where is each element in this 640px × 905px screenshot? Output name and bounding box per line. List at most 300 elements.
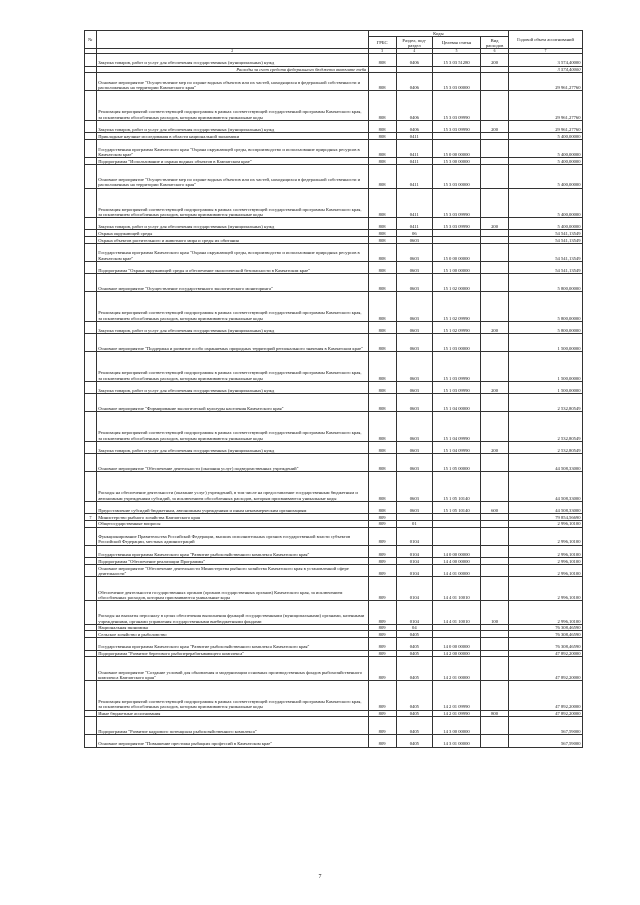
table-row [85, 334, 583, 352]
table-row [85, 274, 583, 292]
row-name: Основное мероприятие "Обеспечение деятельности Министерства рыбного хозяйства Камчатского края в установленной сфере деятельности" [96, 564, 368, 576]
row-amount: 47 892,20000 [509, 657, 583, 681]
row-grbs: 808 [368, 139, 396, 157]
row-number [85, 600, 97, 624]
table-row [85, 681, 583, 711]
row-name: Закупка товаров, работ и услуг для обеспечения государственных (муниципальных) нужд [96, 218, 368, 230]
header-grbs: ГРБС [368, 37, 396, 49]
row-target-article [432, 230, 480, 237]
row-grbs: 808 [368, 120, 396, 132]
row-target-article [432, 237, 480, 244]
budget-table [84, 30, 583, 748]
row-name: Реализация мероприятий соответствующей подпрограммы в рамках соответствующей государственной программы Камчатского края, за исключением обособленных расходов, которым присваиваются уникальные коды [96, 352, 368, 382]
row-expense-type [481, 545, 509, 557]
row-name: Основное мероприятие "Осуществление мер по охране водных объектов или их частей, находящихся в федеральной собственности и расположенных на территории Камчатского края" [96, 73, 368, 91]
row-name: Основное мероприятие "Осуществление мер по охране водных объектов или их частей, находящихся в федеральной собственности и расположенных на территории Камчатского края" [96, 164, 368, 188]
row-amount: 29 961,27760 [509, 120, 583, 132]
row-expense-type: 600 [481, 501, 509, 513]
row-expense-type [481, 66, 509, 73]
row-amount: 5 400,00000 [509, 158, 583, 165]
row-number: 7 [85, 514, 97, 521]
row-name: Иные бюджетные ассигнования [96, 710, 368, 717]
row-expense-type: 200 [481, 54, 509, 66]
row-expense-type [481, 454, 509, 472]
row-number [85, 352, 97, 382]
row-amount: 5 400,00000 [509, 188, 583, 218]
row-grbs: 809 [368, 564, 396, 576]
row-section: 0405 [396, 681, 432, 711]
row-amount: 1 500,00000 [509, 334, 583, 352]
row-number [85, 334, 97, 352]
header-name [96, 31, 368, 49]
row-number [85, 292, 97, 322]
row-section: 0603 [396, 381, 432, 393]
row-grbs: 808 [368, 501, 396, 513]
row-number [85, 558, 97, 565]
table-row [85, 243, 583, 261]
row-amount: 567,59000 [509, 717, 583, 735]
table-row [85, 230, 583, 237]
table-row [85, 631, 583, 638]
row-amount: 47 892,20000 [509, 710, 583, 717]
row-grbs: 809 [368, 657, 396, 681]
row-number [85, 139, 97, 157]
table-row [85, 501, 583, 513]
row-grbs: 808 [368, 158, 396, 165]
row-target-article: 15 3 03 09990 [432, 218, 480, 230]
row-amount: 1 500,00000 [509, 381, 583, 393]
row-number [85, 650, 97, 657]
row-section: 0405 [396, 631, 432, 638]
row-grbs: 808 [368, 261, 396, 273]
row-name: Расходы на выплаты персоналу в целях обеспечения выполнения функций государственными (муниципальными) органами, казенными учреждениями, органами управления государственными внебюджетными фондами [96, 600, 368, 624]
row-number [85, 735, 97, 747]
row-target-article [432, 133, 480, 140]
row-amount: 2 532,80549 [509, 394, 583, 412]
row-section: 0603 [396, 237, 432, 244]
row-expense-type [481, 158, 509, 165]
row-section [396, 514, 432, 521]
row-name: Сельское хозяйство и рыболовство [96, 631, 368, 638]
row-target-article: 15 3 03 09990 [432, 91, 480, 121]
row-number [85, 638, 97, 650]
table-row [85, 158, 583, 165]
row-amount: 5 400,00000 [509, 139, 583, 157]
row-expense-type [481, 164, 509, 188]
row-grbs: 808 [368, 472, 396, 502]
row-number [85, 681, 97, 711]
row-target-article: 15 1 05 10140 [432, 472, 480, 502]
row-number [85, 717, 97, 735]
row-amount: 54 541,13549 [509, 237, 583, 244]
table-row [85, 91, 583, 121]
row-number [85, 527, 97, 545]
row-amount: 2 996,10100 [509, 527, 583, 545]
row-number [85, 545, 97, 557]
row-name: Подпрограмма "Обеспечение реализации Программы" [96, 558, 368, 565]
row-target-article: 14 4 01 10010 [432, 577, 480, 601]
row-name: Подпрограмма "Охрана окружающей среды и обеспечение экологической безопасности в Камчатском крае" [96, 261, 368, 273]
header-rz: Раздел, под- раздел [396, 37, 432, 49]
row-section: 0411 [396, 133, 432, 140]
row-grbs: 808 [368, 274, 396, 292]
row-expense-type: 200 [481, 120, 509, 132]
row-amount: 54 541,13549 [509, 261, 583, 273]
row-name: Закупка товаров, работ и услуг для обеспечения государственных (муниципальных) нужд [96, 54, 368, 66]
row-section: 0411 [396, 139, 432, 157]
column-number: 4 [396, 49, 432, 54]
row-target-article: 14 0 00 00000 [432, 545, 480, 557]
row-grbs: 808 [368, 381, 396, 393]
row-grbs: 808 [368, 454, 396, 472]
row-name: Основное мероприятие "Создание условий для обновления и модернизации основных производственных фондов рыбохозяйственного комплекса Камчатского края" [96, 657, 368, 681]
row-amount: 76 308,46590 [509, 631, 583, 638]
table-row [85, 717, 583, 735]
table-row [85, 472, 583, 502]
row-number [85, 218, 97, 230]
row-expense-type [481, 274, 509, 292]
row-section: 0603 [396, 352, 432, 382]
row-amount: 2 532,80549 [509, 441, 583, 453]
table-row [85, 710, 583, 717]
row-expense-type [481, 243, 509, 261]
row-expense-type [481, 577, 509, 601]
row-amount: 3 574,40000 [509, 54, 583, 66]
row-target-article: 15 1 03 09990 [432, 352, 480, 382]
row-amount: 44 508,33000 [509, 501, 583, 513]
row-expense-type: 200 [481, 321, 509, 333]
row-name: Государственная программа Камчатского края "Охрана окружающей среды, воспроизводство и использование природных ресурсов в Камчатском крае" [96, 243, 368, 261]
row-grbs: 808 [368, 188, 396, 218]
table-row [85, 650, 583, 657]
row-target-article: 15 1 02 09990 [432, 292, 480, 322]
table-row [85, 237, 583, 244]
row-target-article: 15 1 05 00000 [432, 454, 480, 472]
table-row [85, 441, 583, 453]
row-expense-type [481, 564, 509, 576]
row-amount: 2 532,80549 [509, 412, 583, 442]
row-target-article: 14 2 00 00000 [432, 650, 480, 657]
row-grbs: 809 [368, 527, 396, 545]
row-expense-type [481, 133, 509, 140]
row-amount: 47 892,20000 [509, 681, 583, 711]
table-row [85, 657, 583, 681]
row-amount: 5 400,00000 [509, 164, 583, 188]
table-row [85, 638, 583, 650]
row-section: 0411 [396, 158, 432, 165]
row-amount: 54 541,13549 [509, 230, 583, 237]
row-amount: 76 308,46590 [509, 638, 583, 650]
row-number [85, 164, 97, 188]
table-row [85, 66, 583, 73]
table-header [85, 31, 583, 54]
table-row [85, 164, 583, 188]
row-name: Основное мероприятие "Осуществление государственного экологического мониторинга" [96, 274, 368, 292]
row-target-article: 15 3 03 00000 [432, 73, 480, 91]
row-amount: 54 541,13549 [509, 243, 583, 261]
table-row [85, 600, 583, 624]
row-grbs: 808 [368, 218, 396, 230]
row-name: Прикладные научные исследования в области национальной экономики [96, 133, 368, 140]
row-target-article: 15 3 03 09990 [432, 120, 480, 132]
row-name: Министерство рыбного хозяйства Камчатского края [96, 514, 368, 521]
row-grbs: 809 [368, 577, 396, 601]
row-number [85, 394, 97, 412]
row-expense-type: 200 [481, 441, 509, 453]
row-expense-type: 200 [481, 218, 509, 230]
table-row [85, 139, 583, 157]
table-row [85, 133, 583, 140]
row-number [85, 631, 97, 638]
row-grbs: 808 [368, 292, 396, 322]
row-amount: 2 996,10100 [509, 577, 583, 601]
row-name: Охрана окружающей среды [96, 230, 368, 237]
row-grbs: 808 [368, 164, 396, 188]
header-cs: Целевая статья [432, 37, 480, 49]
table-row [85, 527, 583, 545]
row-number [85, 710, 97, 717]
table-row [85, 261, 583, 273]
row-number [85, 381, 97, 393]
row-grbs: 808 [368, 91, 396, 121]
row-expense-type [481, 91, 509, 121]
row-target-article: 15 0 00 00000 [432, 243, 480, 261]
row-expense-type [481, 472, 509, 502]
row-amount: 44 508,33000 [509, 472, 583, 502]
row-number [85, 66, 97, 73]
row-number [85, 73, 97, 91]
row-amount: 2 996,10100 [509, 564, 583, 576]
row-name: Закупка товаров, работ и услуг для обеспечения государственных (муниципальных) нужд [96, 441, 368, 453]
row-target-article: 14 3 01 00000 [432, 735, 480, 747]
row-section: 0411 [396, 218, 432, 230]
row-section: 0603 [396, 412, 432, 442]
table-row [85, 394, 583, 412]
row-target-article: 15 1 03 00000 [432, 334, 480, 352]
row-grbs: 809 [368, 558, 396, 565]
row-section: 0603 [396, 472, 432, 502]
row-grbs: 808 [368, 334, 396, 352]
row-name: Общегосударственные вопросы [96, 520, 368, 527]
row-section: 0405 [396, 717, 432, 735]
row-amount: 1 500,00000 [509, 352, 583, 382]
row-name: Государственная программа Камчатского края "Развитие рыбохозяйственного комплекса Камчатского края" [96, 545, 368, 557]
row-expense-type [481, 230, 509, 237]
row-number [85, 188, 97, 218]
row-grbs: 809 [368, 600, 396, 624]
column-number: 7 [509, 49, 583, 54]
row-number [85, 54, 97, 66]
row-target-article: 14 2 01 09990 [432, 681, 480, 711]
row-grbs: 808 [368, 54, 396, 66]
table-row [85, 218, 583, 230]
row-number [85, 261, 97, 273]
row-expense-type [481, 412, 509, 442]
row-number [85, 441, 97, 453]
row-target-article: 15 1 00 00000 [432, 261, 480, 273]
row-target-article: 14 2 01 09990 [432, 710, 480, 717]
row-name: Основное мероприятие "Формирование экологической культуры населения Камчатского края" [96, 394, 368, 412]
row-number [85, 564, 97, 576]
row-section: 0603 [396, 292, 432, 322]
row-section [396, 66, 432, 73]
row-expense-type [481, 631, 509, 638]
row-name: Реализация мероприятий соответствующей подпрограммы в рамках соответствующей государственной программы Камчатского края, за исключением обособленных расходов, которым присваиваются уникальные коды [96, 188, 368, 218]
row-expense-type [481, 657, 509, 681]
table-row [85, 520, 583, 527]
row-name: Основное мероприятие "Обеспечение деятельности (оказания услуг) подведомственных учреждений" [96, 454, 368, 472]
row-amount: 567,59000 [509, 735, 583, 747]
row-grbs: 809 [368, 638, 396, 650]
row-grbs: 809 [368, 650, 396, 657]
row-section: 0411 [396, 164, 432, 188]
row-target-article [432, 514, 480, 521]
row-expense-type [481, 237, 509, 244]
row-grbs [368, 66, 396, 73]
row-name: Государственная программа Камчатского края "Развитие рыбохозяйственного комплекса Камчатского края" [96, 638, 368, 650]
row-section: 0405 [396, 638, 432, 650]
table-row [85, 735, 583, 747]
row-target-article: 14 0 00 00000 [432, 638, 480, 650]
row-grbs: 808 [368, 237, 396, 244]
header-codes-group: Коды [368, 31, 509, 37]
row-amount: 47 892,20000 [509, 650, 583, 657]
row-expense-type: 800 [481, 710, 509, 717]
row-section: 0405 [396, 650, 432, 657]
row-section: 0406 [396, 54, 432, 66]
header-no: № [85, 31, 97, 49]
row-target-article [432, 66, 480, 73]
row-section: 0603 [396, 454, 432, 472]
row-number [85, 230, 97, 237]
row-section: 0411 [396, 188, 432, 218]
row-amount: 3 574,40000 [509, 66, 583, 73]
row-target-article: 15 1 04 00000 [432, 394, 480, 412]
row-target-article [432, 520, 480, 527]
row-target-article: 15 1 04 09990 [432, 412, 480, 442]
row-amount: 29 961,27760 [509, 91, 583, 121]
row-grbs: 808 [368, 133, 396, 140]
row-expense-type [481, 334, 509, 352]
column-number: 5 [432, 49, 480, 54]
row-target-article [432, 631, 480, 638]
row-name: Реализация мероприятий соответствующей подпрограммы в рамках соответствующей государственной программы Камчатского края, за исключением обособленных расходов, которым присваиваются уникальные коды [96, 681, 368, 711]
row-grbs: 809 [368, 624, 396, 631]
row-section: 0603 [396, 321, 432, 333]
row-target-article: 14 3 00 00000 [432, 717, 480, 735]
row-expense-type [481, 139, 509, 157]
row-amount: 5 800,00000 [509, 274, 583, 292]
row-number [85, 120, 97, 132]
row-target-article [432, 624, 480, 631]
row-target-article: 15 0 00 00000 [432, 139, 480, 157]
row-grbs: 809 [368, 514, 396, 521]
row-amount: 5 400,00000 [509, 133, 583, 140]
row-amount: 2 996,10100 [509, 600, 583, 624]
row-name: Функционирование Правительства Российской Федерации, высших исполнительных органов государственной власти субъектов Российской Федерации, местных администраций [96, 527, 368, 545]
column-number: 3 [368, 49, 396, 54]
row-section: 01 [396, 520, 432, 527]
row-section: 0405 [396, 710, 432, 717]
row-name: Реализация мероприятий соответствующей подпрограммы в рамках соответствующей государственной программы Камчатского края, за исключением обособленных расходов, которым присваиваются уникальные коды [96, 412, 368, 442]
row-grbs: 809 [368, 717, 396, 735]
row-number [85, 454, 97, 472]
row-expense-type [481, 352, 509, 382]
row-expense-type [481, 394, 509, 412]
row-number [85, 91, 97, 121]
row-target-article [432, 527, 480, 545]
row-expense-type: 100 [481, 600, 509, 624]
row-target-article: 14 4 01 00000 [432, 564, 480, 576]
row-expense-type [481, 624, 509, 631]
row-section: 0406 [396, 120, 432, 132]
row-expense-type [481, 650, 509, 657]
row-name: Охрана объектов растительного и животного мира и среды их обитания [96, 237, 368, 244]
row-target-article: 14 4 00 00000 [432, 558, 480, 565]
row-grbs: 808 [368, 441, 396, 453]
row-name: Обеспечение деятельности государственных органов (органов государственных органов) Камчатского края, за исключением обособленных расходов, которым присваиваются уникальные коды [96, 577, 368, 601]
row-name: Закупка товаров, работ и услуг для обеспечения государственных (муниципальных) нужд [96, 381, 368, 393]
row-expense-type [481, 188, 509, 218]
row-section: 06 [396, 230, 432, 237]
row-name: Государственная программа Камчатского края "Охрана окружающей среды, воспроизводство и использование природных ресурсов в Камчатском крае" [96, 139, 368, 157]
row-expense-type [481, 514, 509, 521]
row-expense-type [481, 735, 509, 747]
row-section: 0104 [396, 600, 432, 624]
row-section: 0603 [396, 274, 432, 292]
row-grbs: 809 [368, 710, 396, 717]
row-section: 0405 [396, 735, 432, 747]
row-target-article: 14 2 01 00000 [432, 657, 480, 681]
row-name: Реализация мероприятий соответствующей подпрограммы в рамках соответствующей государственной программы Камчатского края, за исключением обособленных расходов, которым присваиваются уникальные коды [96, 292, 368, 322]
row-section: 0603 [396, 334, 432, 352]
row-grbs: 808 [368, 394, 396, 412]
row-grbs: 809 [368, 735, 396, 747]
row-number [85, 577, 97, 601]
row-name: Предоставление субсидий бюджетным, автономным учреждениям и иным некоммерческим организациям [96, 501, 368, 513]
column-number: 2 [96, 49, 368, 54]
row-amount: 2 996,10100 [509, 545, 583, 557]
table-row [85, 624, 583, 631]
row-section: 0603 [396, 441, 432, 453]
row-grbs: 809 [368, 681, 396, 711]
row-target-article: 15 1 02 09990 [432, 321, 480, 333]
row-expense-type [481, 261, 509, 273]
table-body [85, 54, 583, 747]
row-target-article: 15 3 03 00000 [432, 164, 480, 188]
row-number [85, 520, 97, 527]
row-target-article: 15 1 04 09990 [432, 441, 480, 453]
table-row [85, 558, 583, 565]
row-name: Основное мероприятие "Повышение престижа рыбацких профессий в Камчатском крае" [96, 735, 368, 747]
row-section: 04 [396, 624, 432, 631]
row-amount: 5 800,00000 [509, 292, 583, 322]
row-expense-type [481, 681, 509, 711]
row-grbs: 809 [368, 545, 396, 557]
row-name: Расходы за счет средств федерального бюджета вкоючите тебя [96, 66, 368, 73]
row-expense-type [481, 73, 509, 91]
row-section: 0104 [396, 577, 432, 601]
row-section: 0104 [396, 545, 432, 557]
row-number [85, 657, 97, 681]
table-row [85, 54, 583, 66]
row-number [85, 412, 97, 442]
row-section: 0104 [396, 558, 432, 565]
row-name: Реализация мероприятий соответствующей подпрограммы в рамках соответствующей государственной программы Камчатского края, за исключением обособленных расходов, которым присваиваются уникальные коды [96, 91, 368, 121]
row-amount: 5 400,00000 [509, 218, 583, 230]
table-row [85, 577, 583, 601]
row-number [85, 624, 97, 631]
